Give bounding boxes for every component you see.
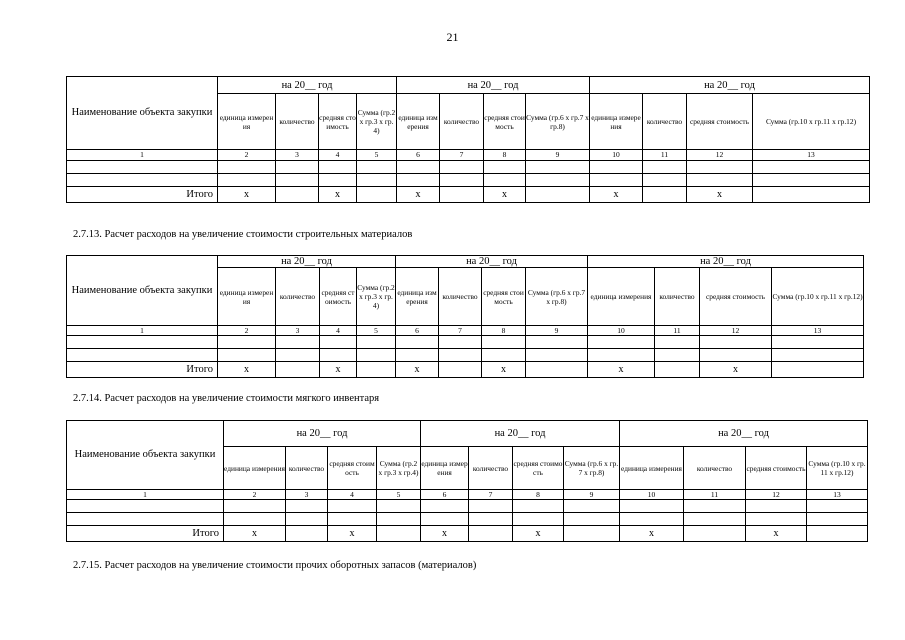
year-header: на 20__ год (218, 256, 396, 268)
total-cell (684, 526, 746, 542)
column-header: Сумма (гр.10 x гр.11 x гр.12) (753, 94, 870, 150)
table-cell (440, 161, 484, 174)
table-caption: 2.7.14. Расчет расходов на увеличение стоимости мягкого инвентаря (73, 393, 380, 404)
name-column-header: Наименование объекта закупки (67, 77, 218, 150)
column-header: единица измерения (590, 94, 643, 150)
table-cell (67, 161, 218, 174)
table-cell (684, 513, 746, 526)
total-cell: x (700, 362, 772, 378)
column-number: 8 (513, 490, 564, 500)
table-cell (753, 174, 870, 187)
table-cell (396, 349, 439, 362)
total-cell (526, 362, 588, 378)
budget-table (66, 255, 864, 378)
column-header: средняя стоимость (700, 268, 772, 326)
column-header: количество (684, 447, 746, 490)
column-number: 1 (67, 490, 224, 500)
column-number: 7 (440, 150, 484, 161)
table-cell (687, 174, 753, 187)
total-cell (807, 526, 868, 542)
column-header: средняя стоимость (746, 447, 807, 490)
table-cell (421, 500, 469, 513)
column-number: 12 (700, 326, 772, 336)
column-header: количество (643, 94, 687, 150)
column-header: количество (286, 447, 328, 490)
table-cell (357, 161, 397, 174)
column-number: 10 (590, 150, 643, 161)
table-cell (526, 161, 590, 174)
table-cell (67, 513, 224, 526)
table-cell (469, 513, 513, 526)
table-cell (772, 336, 864, 349)
table-cell (513, 500, 564, 513)
column-header: средняя стоимость (328, 447, 377, 490)
total-cell (377, 526, 421, 542)
column-number: 4 (320, 326, 357, 336)
table-cell (700, 336, 772, 349)
table-cell (526, 336, 588, 349)
total-cell (286, 526, 328, 542)
table-row (67, 513, 868, 526)
total-cell (564, 526, 620, 542)
total-cell (357, 362, 396, 378)
table-cell (746, 513, 807, 526)
column-number: 1 (67, 326, 218, 336)
column-number: 2 (224, 490, 286, 500)
column-header: средняя стоимость (319, 94, 357, 150)
column-number: 3 (276, 326, 320, 336)
total-cell (439, 362, 482, 378)
total-cell: x (513, 526, 564, 542)
column-number: 6 (421, 490, 469, 500)
column-header: Сумма (гр.6 x гр.7 x гр.8) (564, 447, 620, 490)
column-number: 9 (526, 150, 590, 161)
table-cell (469, 500, 513, 513)
table-cell (319, 161, 357, 174)
table-cell (357, 336, 396, 349)
table-cell (320, 349, 357, 362)
table-cell (439, 349, 482, 362)
total-cell: x (746, 526, 807, 542)
column-header: средняя стоимость (320, 268, 357, 326)
column-number: 5 (357, 150, 397, 161)
total-cell: x (319, 187, 357, 203)
table-row (67, 500, 868, 513)
table-cell (67, 500, 224, 513)
column-number: 8 (482, 326, 526, 336)
year-header: на 20__ год (397, 77, 590, 94)
table-cell (590, 174, 643, 187)
table-cell (218, 349, 276, 362)
column-header: Сумма (гр.6 x гр.7 x гр.8) (526, 268, 588, 326)
column-number: 9 (526, 326, 588, 336)
total-cell: x (484, 187, 526, 203)
table-cell (482, 336, 526, 349)
column-number: 12 (687, 150, 753, 161)
total-label: Итого (67, 187, 218, 203)
column-header: количество (276, 268, 320, 326)
table-cell (286, 513, 328, 526)
table-cell (643, 174, 687, 187)
column-number: 9 (564, 490, 620, 500)
total-cell (753, 187, 870, 203)
column-number: 2 (218, 326, 276, 336)
column-header: Сумма (гр.10 x гр.11 x гр.12) (772, 268, 864, 326)
column-number: 3 (286, 490, 328, 500)
total-cell: x (218, 187, 276, 203)
total-cell: x (421, 526, 469, 542)
column-header: количество (655, 268, 700, 326)
total-cell: x (588, 362, 655, 378)
year-header: на 20__ год (224, 421, 421, 447)
table-cell (67, 349, 218, 362)
column-header: средняя стоимость (484, 94, 526, 150)
table-cell (643, 161, 687, 174)
table-cell (746, 500, 807, 513)
name-column-header: Наименование объекта закупки (67, 421, 224, 490)
table-cell (218, 336, 276, 349)
column-header: единица измерения (588, 268, 655, 326)
column-number: 8 (484, 150, 526, 161)
column-number: 6 (397, 150, 440, 161)
budget-table (66, 76, 870, 203)
table-cell (526, 349, 588, 362)
column-number: 11 (655, 326, 700, 336)
column-number: 6 (396, 326, 439, 336)
table-cell (439, 336, 482, 349)
table-cell (684, 500, 746, 513)
total-cell: x (396, 362, 439, 378)
table-cell (276, 336, 320, 349)
table-row (67, 174, 870, 187)
table-cell (218, 174, 276, 187)
table-cell (620, 513, 684, 526)
column-header: Сумма (гр.2 x гр.3 x гр.4) (357, 94, 397, 150)
column-header: Сумма (гр.6 x гр.7 x гр.8) (526, 94, 590, 150)
year-header: на 20__ год (421, 421, 620, 447)
table-cell (807, 500, 868, 513)
table-cell (377, 513, 421, 526)
table-cell (526, 174, 590, 187)
table-cell (753, 161, 870, 174)
table-cell (484, 174, 526, 187)
table-cell (67, 174, 218, 187)
table-cell (224, 500, 286, 513)
total-cell: x (620, 526, 684, 542)
total-cell (469, 526, 513, 542)
footer-caption: 2.7.15. Расчет расходов на увеличение стоимости прочих оборотных запасов (материалов) (73, 560, 477, 571)
column-header: единица измерения (218, 94, 276, 150)
column-header: Сумма (гр.2 x гр.3 x гр.4) (357, 268, 396, 326)
table-cell (588, 336, 655, 349)
table-cell (224, 513, 286, 526)
table-cell (700, 349, 772, 362)
table-cell (484, 161, 526, 174)
total-cell (276, 362, 320, 378)
table-cell (396, 336, 439, 349)
column-number: 13 (753, 150, 870, 161)
column-number: 11 (643, 150, 687, 161)
table-cell (564, 513, 620, 526)
total-label: Итого (67, 362, 218, 378)
column-header: единица измерения (224, 447, 286, 490)
total-cell: x (328, 526, 377, 542)
column-header: средняя стоимость (513, 447, 564, 490)
column-header: единица измерения (421, 447, 469, 490)
total-cell (276, 187, 319, 203)
table-row (67, 336, 864, 349)
total-cell (772, 362, 864, 378)
column-number: 11 (684, 490, 746, 500)
table-cell (276, 349, 320, 362)
table-cell (590, 161, 643, 174)
total-cell (526, 187, 590, 203)
table-cell (357, 349, 396, 362)
table-cell (67, 336, 218, 349)
column-header: количество (469, 447, 513, 490)
table-cell (328, 513, 377, 526)
total-label: Итого (67, 526, 224, 542)
column-number: 4 (319, 150, 357, 161)
year-header: на 20__ год (218, 77, 397, 94)
total-cell (643, 187, 687, 203)
column-header: единица измерения (396, 268, 439, 326)
table-cell (620, 500, 684, 513)
table-cell (655, 349, 700, 362)
table-cell (513, 513, 564, 526)
total-cell (655, 362, 700, 378)
column-header: средняя стоимость (482, 268, 526, 326)
year-header: на 20__ год (620, 421, 868, 447)
column-header: единица измерения (397, 94, 440, 150)
table-cell (218, 161, 276, 174)
total-cell: x (397, 187, 440, 203)
column-number: 4 (328, 490, 377, 500)
table-cell (440, 174, 484, 187)
column-number: 13 (772, 326, 864, 336)
column-header: количество (276, 94, 319, 150)
column-header: единица измерения (218, 268, 276, 326)
column-number: 1 (67, 150, 218, 161)
table-cell (421, 513, 469, 526)
budget-table (66, 420, 868, 542)
column-header: количество (440, 94, 484, 150)
table-cell (357, 174, 397, 187)
table-row (67, 349, 864, 362)
column-header: Сумма (гр.2 x гр.3 x гр.4) (377, 447, 421, 490)
column-number: 10 (620, 490, 684, 500)
total-cell (440, 187, 484, 203)
column-number: 12 (746, 490, 807, 500)
table-cell (397, 161, 440, 174)
table-cell (588, 349, 655, 362)
column-header: средняя стоимость (687, 94, 753, 150)
table-caption: 2.7.13. Расчет расходов на увеличение стоимости строительных материалов (73, 229, 413, 240)
column-number: 5 (357, 326, 396, 336)
table-cell (377, 500, 421, 513)
table-cell (772, 349, 864, 362)
total-cell: x (320, 362, 357, 378)
table-cell (319, 174, 357, 187)
table-row (67, 161, 870, 174)
total-cell: x (482, 362, 526, 378)
name-column-header: Наименование объекта закупки (67, 256, 218, 326)
table-cell (276, 161, 319, 174)
page-number: 21 (446, 30, 459, 44)
total-cell: x (590, 187, 643, 203)
column-number: 13 (807, 490, 868, 500)
column-number: 10 (588, 326, 655, 336)
table-cell (807, 513, 868, 526)
table-cell (564, 500, 620, 513)
table-cell (320, 336, 357, 349)
table-cell (276, 174, 319, 187)
table-cell (687, 161, 753, 174)
table-cell (286, 500, 328, 513)
year-header: на 20__ год (588, 256, 864, 268)
year-header: на 20__ год (396, 256, 588, 268)
total-cell: x (224, 526, 286, 542)
column-header: единица измерения (620, 447, 684, 490)
table-cell (328, 500, 377, 513)
column-number: 2 (218, 150, 276, 161)
table-cell (655, 336, 700, 349)
total-cell: x (687, 187, 753, 203)
column-header: Сумма (гр.10 x гр.11 x гр.12) (807, 447, 868, 490)
column-number: 7 (469, 490, 513, 500)
table-cell (482, 349, 526, 362)
column-number: 3 (276, 150, 319, 161)
total-cell (357, 187, 397, 203)
column-number: 7 (439, 326, 482, 336)
column-number: 5 (377, 490, 421, 500)
year-header: на 20__ год (590, 77, 870, 94)
column-header: количество (439, 268, 482, 326)
total-cell: x (218, 362, 276, 378)
table-cell (397, 174, 440, 187)
